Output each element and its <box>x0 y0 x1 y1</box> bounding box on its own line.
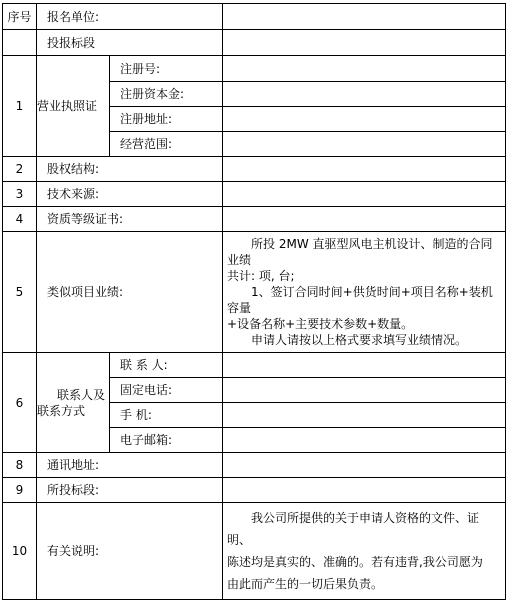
contact-label-line: 联系人及 <box>57 387 106 402</box>
mobile-value[interactable] <box>223 403 506 428</box>
statement-text <box>223 503 506 600</box>
statement-line: 我公司所提供的关于申请人资格的文件、证明、 <box>227 511 480 547</box>
table-row-header <box>3 4 506 30</box>
license-field-label: 注册号: <box>110 56 223 82</box>
contact-field-label: 手 机: <box>110 403 223 428</box>
contact-person-value[interactable] <box>223 353 506 378</box>
registration-number-value[interactable] <box>223 56 506 82</box>
business-license-label: 营业执照证 <box>37 56 110 157</box>
table-row-contact-person <box>3 353 506 378</box>
serial-2: 2 <box>3 157 37 182</box>
contact-field-label: 电子邮箱: <box>110 428 223 453</box>
technology-source-value[interactable] <box>223 182 506 207</box>
tender-section-label: 投报标段 <box>37 30 223 56</box>
instruction-line: 所投 2MW 直驱型风电主机设计、制造的合同业绩 <box>227 237 493 267</box>
equity-structure-label: 股权结构: <box>37 157 223 182</box>
license-field-label: 经营范围: <box>110 132 223 157</box>
table-row-equity <box>3 157 506 182</box>
serial-10: 10 <box>3 503 37 600</box>
instruction-line: +设备名称+主要技术参数+数量。 <box>227 317 414 331</box>
similar-projects-label: 类似项目业绩: <box>37 232 223 353</box>
technology-source-label: 技术来源: <box>37 182 223 207</box>
contact-field-label: 固定电话: <box>110 378 223 403</box>
table-row-license-reg-no <box>3 56 506 82</box>
equity-structure-value[interactable] <box>223 157 506 182</box>
statement-line: 由此而产生的一切后果负责。 <box>227 577 384 591</box>
email-value[interactable] <box>223 428 506 453</box>
instruction-line: 1、签订合同时间+供货时间+项目名称+装机容量 <box>227 285 493 315</box>
license-field-label: 注册资本金: <box>110 82 223 107</box>
registration-form-table <box>2 3 506 600</box>
tender-section-value[interactable] <box>223 30 506 56</box>
bid-section-label: 所投标段: <box>37 478 223 503</box>
serial-8: 8 <box>3 453 37 478</box>
statement-line: 陈述均是真实的、准确的。若有违背,我公司愿为 <box>227 555 483 569</box>
serial-5: 5 <box>3 232 37 353</box>
serial-6: 6 <box>3 353 37 453</box>
serial-header: 序号 <box>3 4 37 30</box>
contact-info-label <box>37 353 110 453</box>
serial-1: 1 <box>3 56 37 157</box>
qualification-certificate-value[interactable] <box>223 207 506 232</box>
instruction-line: 申请人请按以上格式要求填写业绩情况。 <box>251 333 468 347</box>
mailing-address-value[interactable] <box>223 453 506 478</box>
qualification-certificate-label: 资质等级证书: <box>37 207 223 232</box>
registered-capital-value[interactable] <box>223 82 506 107</box>
applicant-unit-value[interactable] <box>223 4 506 30</box>
contact-label-line: 联系方式 <box>37 403 86 418</box>
instruction-line: 共计: 项, 台; <box>227 269 295 283</box>
applicant-unit-label: 报名单位: <box>37 4 223 30</box>
table-row-address <box>3 453 506 478</box>
mailing-address-label: 通讯地址: <box>37 453 223 478</box>
statement-label: 有关说明: <box>37 503 223 600</box>
serial-9: 9 <box>3 478 37 503</box>
table-row-tender-section <box>3 30 506 56</box>
table-row-statement <box>3 503 506 600</box>
contact-field-label: 联 系 人: <box>110 353 223 378</box>
landline-value[interactable] <box>223 378 506 403</box>
table-row-projects <box>3 232 506 353</box>
serial-4: 4 <box>3 207 37 232</box>
serial-3: 3 <box>3 182 37 207</box>
table-row-bid <box>3 478 506 503</box>
bid-section-value[interactable] <box>223 478 506 503</box>
table-row-qualification <box>3 207 506 232</box>
registered-address-value[interactable] <box>223 107 506 132</box>
business-scope-value[interactable] <box>223 132 506 157</box>
serial-cell-empty <box>3 30 37 56</box>
table-row-tech <box>3 182 506 207</box>
similar-projects-instructions[interactable] <box>223 232 506 353</box>
license-field-label: 注册地址: <box>110 107 223 132</box>
